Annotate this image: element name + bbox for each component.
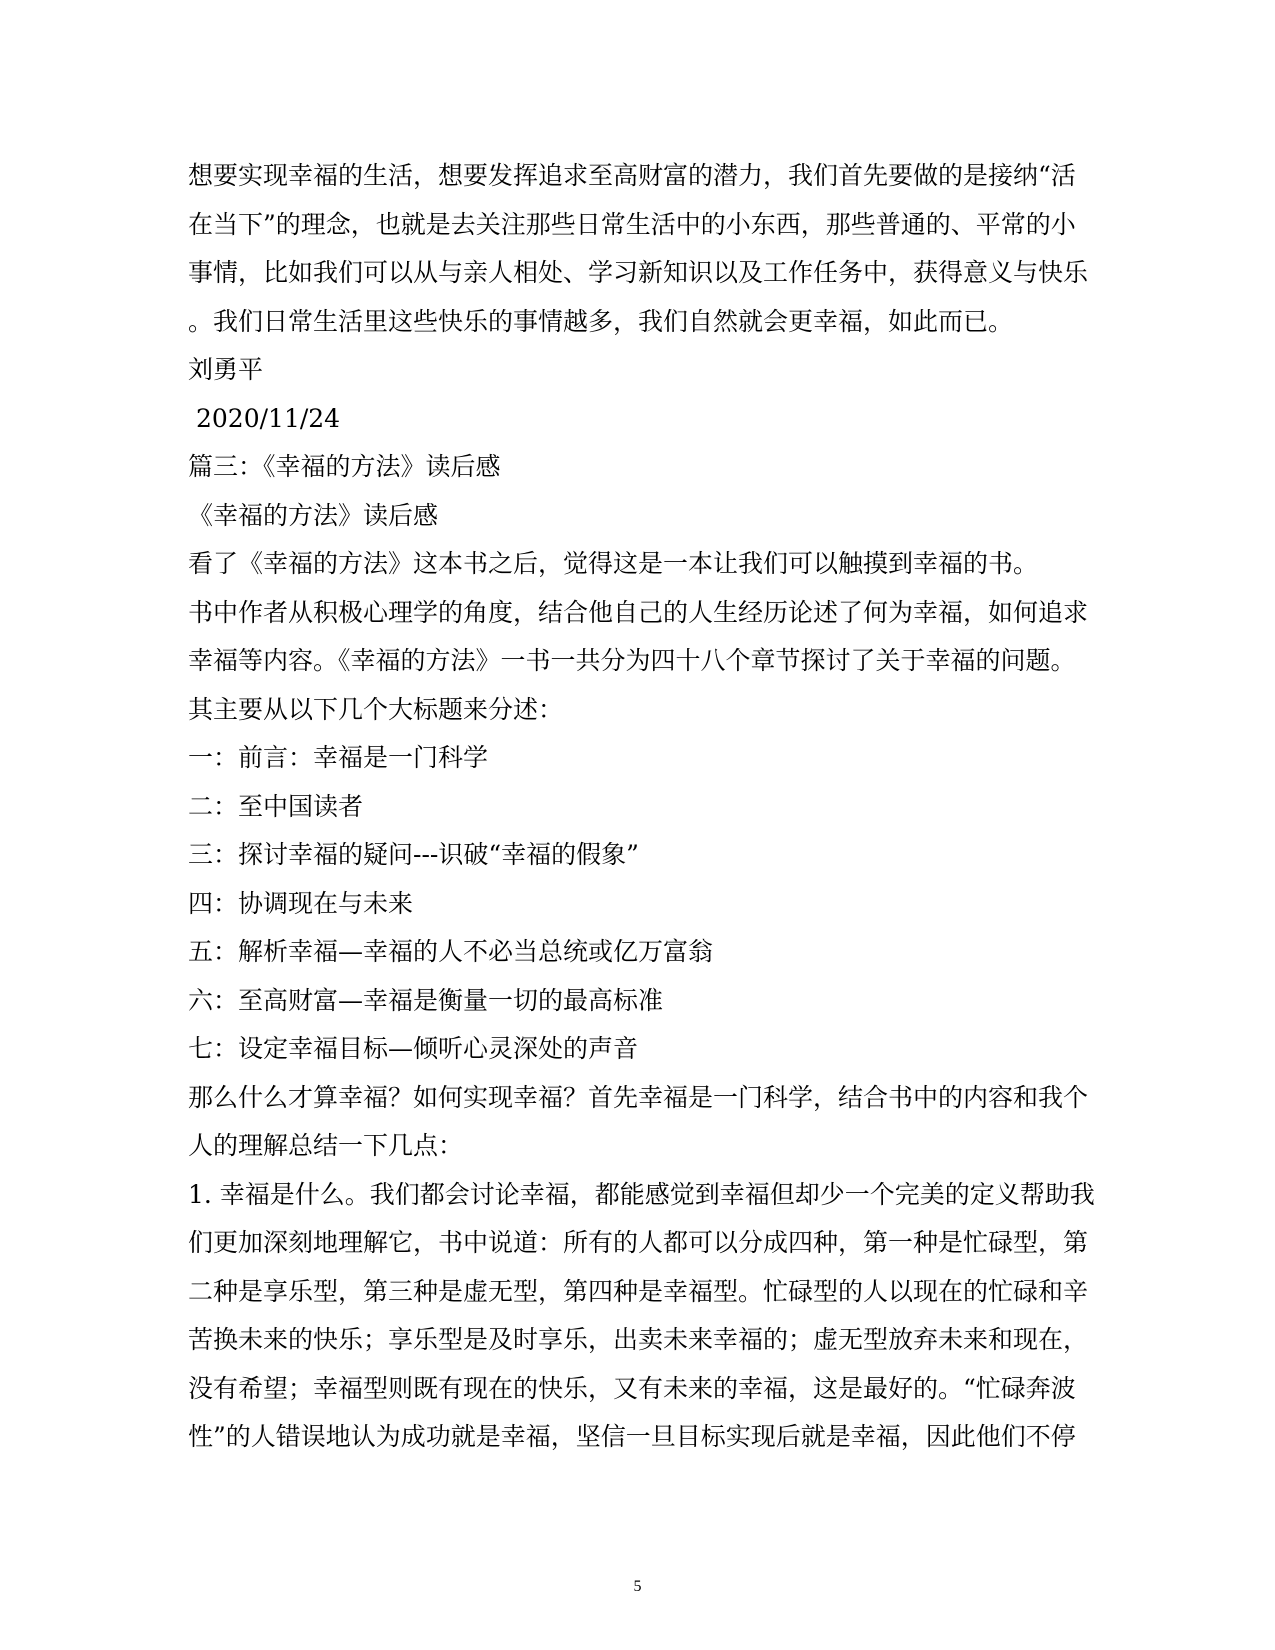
- section-heading: 篇三：《幸福的方法》读后感: [188, 452, 501, 481]
- paragraph-line: 人的理解总结一下几点：: [188, 1131, 464, 1160]
- paragraph-line: 其主要从以下几个大标题来分述：: [188, 694, 564, 724]
- paragraph-line: 那么什么才算幸福？如何实现幸福？首先幸福是一门科学，结合书中的内容和我个: [188, 1082, 1089, 1112]
- paragraph-line: 二种是享乐型，第三种是虚无型，第四种是幸福型。忙碌型的人以现在的忙碌和辛: [188, 1276, 1089, 1306]
- article-title: 《幸福的方法》读后感: [188, 500, 439, 530]
- list-item: 一：前言：幸福是一门科学: [188, 743, 489, 772]
- paragraph-line: 幸福等内容。《幸福的方法》一书一共分为四十八个章节探讨了关于幸福的问题。: [188, 646, 1076, 675]
- paragraph-line: 书中作者从积极心理学的角度，结合他自己的人生经历论述了何为幸福，如何追求: [188, 597, 1089, 627]
- date-line: 2020/11/24: [196, 403, 341, 433]
- paragraph-line: 。我们日常生活里这些快乐的事情越多，我们自然就会更幸福，如此而已。: [188, 306, 1014, 336]
- page-number: 5: [633, 1578, 642, 1595]
- list-item: 二：至中国读者: [188, 791, 364, 821]
- paragraph-line: 1. 幸福是什么。我们都会讨论幸福，都能感觉到幸福但却少一个完美的定义帮助我: [188, 1179, 1095, 1209]
- paragraph-line: 看了《幸福的方法》这本书之后，觉得这是一本让我们可以触摸到幸福的书。: [188, 549, 1039, 578]
- list-item: 四：协调现在与未来: [188, 888, 414, 918]
- paragraph-line: 们更加深刻地理解它，书中说道：所有的人都可以分成四种，第一种是忙碌型，第: [188, 1228, 1089, 1257]
- list-item: 七：设定幸福目标—倾听心灵深处的声音: [188, 1034, 639, 1063]
- author-name: 刘勇平: [188, 355, 264, 384]
- list-item: 五：解析幸福—幸福的人不必当总统或亿万富翁: [188, 937, 714, 966]
- paragraph-line: 性”的人错误地认为成功就是幸福，坚信一旦目标实现后就是幸福，因此他们不停: [188, 1422, 1076, 1451]
- paragraph-line: 没有希望；幸福型则既有现在的快乐，又有未来的幸福，这是最好的。“忙碌奔波: [188, 1373, 1076, 1403]
- list-item: 六：至高财富—幸福是衡量一切的最高标准: [188, 985, 664, 1015]
- paragraph-line: 苦换未来的快乐；享乐型是及时享乐，出卖未来幸福的；虚无型放弃未来和现在，: [188, 1325, 1089, 1354]
- paragraph-line: 在当下”的理念，也就是去关注那些日常生活中的小东西，那些普通的、平常的小: [188, 209, 1076, 239]
- list-item: 三：探讨幸福的疑问---识破“幸福的假象”: [188, 840, 639, 869]
- page-body: [188, 152, 1095, 1462]
- paragraph-line: 事情，比如我们可以从与亲人相处、学习新知识以及工作任务中，获得意义与快乐: [188, 258, 1089, 287]
- paragraph-line: 想要实现幸福的生活，想要发挥追求至高财富的潜力，我们首先要做的是接纳“活: [188, 161, 1076, 190]
